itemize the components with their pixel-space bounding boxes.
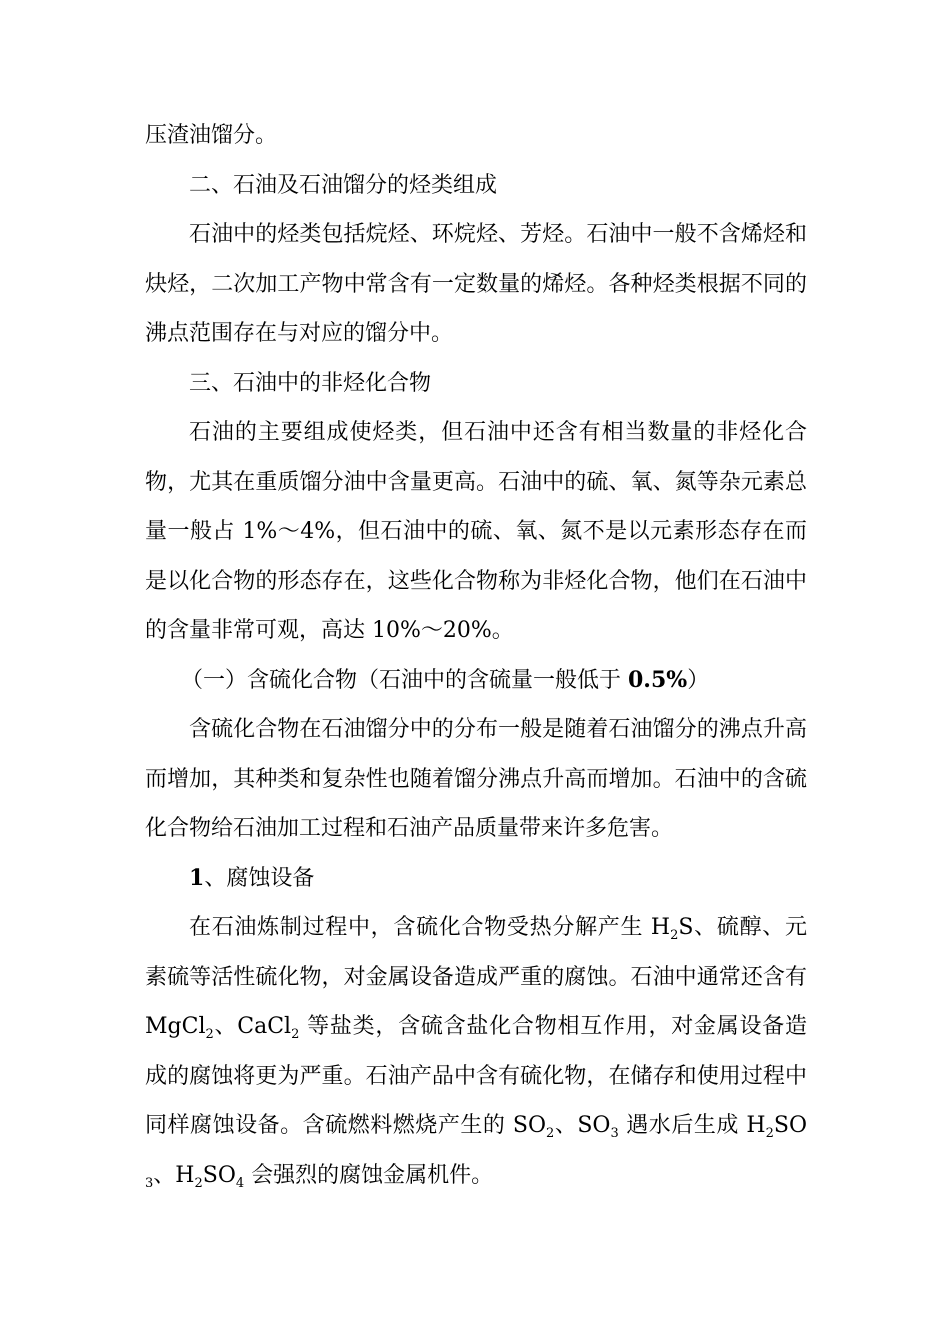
paragraph-non-hydrocarbon: 石油的主要组成使烃类，但石油中还含有相当数量的非烃化合物，尤其在重质馏分油中含量更高。石油中的硫、氧、氮等杂元素总量一般占 1%～4%，但石油中的硫、氧、氮不是以元素形态存在而是以化合物的形态存在，这些化合物称为非烃化合物，他们在石油中的含量非常可观，高达 10%～20%。 [145, 420, 807, 643]
subscript: 2 [546, 1126, 555, 1141]
text-segment: 在石油炼制过程中，含硫化合物受热分解产生 H [189, 915, 671, 940]
text-segment: 等盐类，含硫含盐化合物相互作用，对金属设备造成的腐蚀将更为严重。石油产品中含有硫化物，在储存和使用过程中同样腐蚀设备。含硫燃料燃烧产生的 SO [145, 1014, 808, 1138]
subsection-heading-text: （一）含硫化合物（石油中的含硫量一般低于 [181, 667, 628, 693]
text-segment: SO [773, 1113, 808, 1138]
item-heading-corrosion [145, 854, 807, 904]
subscript: 3 [145, 1175, 154, 1191]
text-segment: S、硫醇、元素硫等活性硫化物，对金属设备造成严重的腐蚀。石油中通常还含有 MgCl [145, 915, 807, 1039]
section-heading-hydrocarbon-composition: 二、石油及石油馏分的烃类组成 [189, 172, 498, 198]
paragraph-sulfur-distribution: 含硫化合物在石油馏分中的分布一般是随着石油馏分的沸点升高而增加，其种类和复杂性也随着馏分沸点升高而增加。石油中的含硫化合物给石油加工过程和石油产品质量带来许多危害。 [145, 717, 807, 841]
subscript: 2 [765, 1126, 774, 1141]
subscript: 2 [205, 1027, 214, 1042]
subscript: 2 [670, 928, 679, 943]
item-heading-text: 、腐蚀设备 [204, 865, 315, 891]
document-page [145, 111, 807, 1200]
paragraph-corrosion [145, 903, 807, 1200]
text-segment: SO [202, 1162, 236, 1188]
item-number: 1 [189, 864, 205, 891]
sulfur-content-value: 0.5% [628, 666, 688, 693]
subscript: 2 [291, 1027, 300, 1042]
subscript: 3 [610, 1126, 619, 1141]
subscript: 2 [194, 1175, 203, 1191]
text-segment: 、CaCl [213, 1014, 292, 1039]
subsection-heading-close: ） [687, 667, 710, 693]
text-segment: 遇水后生成 H [618, 1113, 766, 1138]
text-segment: 、SO [554, 1113, 611, 1138]
text-segment: 会强烈的腐蚀金属机件。 [244, 1162, 494, 1188]
subscript: 4 [235, 1175, 245, 1191]
section-heading-non-hydrocarbon: 三、石油中的非烃化合物 [189, 370, 432, 396]
subsection-heading-sulfur-compounds [145, 656, 807, 706]
paragraph-hydrocarbons: 石油中的烃类包括烷烃、环烷烃、芳烃。石油中一般不含烯烃和炔烃，二次加工产物中常含有一定数量的烯烃。各种烃类根据不同的沸点范围存在与对应的馏分中。 [145, 222, 807, 346]
paragraph-continuation: 压渣油馏分。 [145, 123, 278, 148]
text-segment: 、H [153, 1162, 195, 1188]
